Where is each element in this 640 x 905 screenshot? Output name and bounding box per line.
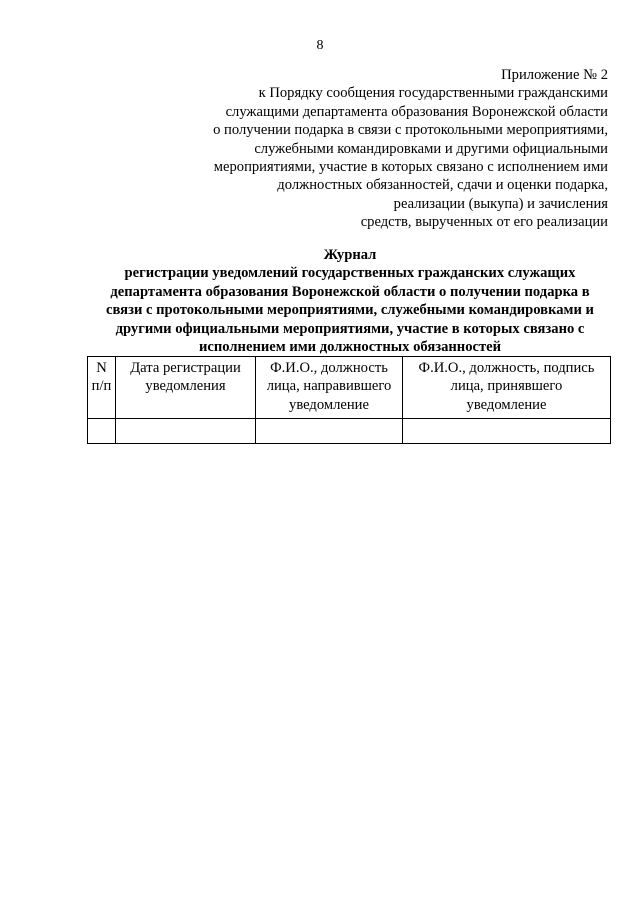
table-cell xyxy=(256,419,403,444)
appendix-line: служащими департамента образования Воронежской области xyxy=(225,103,608,120)
header-registration-date xyxy=(116,357,256,419)
header-line: N xyxy=(96,360,107,376)
header-line: уведомление xyxy=(466,396,547,413)
journal-title: Журнал xyxy=(323,247,377,263)
header-sender xyxy=(256,357,403,419)
journal-subtitle-line: связи с протокольными мероприятиями, служебными командировками и xyxy=(106,302,594,319)
journal-subtitle-line: другими официальными мероприятиями, участие в которых связано с xyxy=(115,320,585,337)
table-cell xyxy=(116,419,256,444)
journal-heading xyxy=(60,246,640,356)
journal-subtitle-line: регистрации уведомлений государственных гражданских служащих xyxy=(124,265,576,282)
page-number: 8 xyxy=(316,38,324,53)
appendix-line: служебными командировками и другими официальными xyxy=(254,140,608,157)
header-line: лица, направившего xyxy=(266,378,392,395)
registration-table xyxy=(87,356,611,444)
header-line: уведомление xyxy=(289,396,369,413)
appendix-line: реализации (выкупа) и зачисления xyxy=(393,195,608,212)
header-line: Ф.И.О., должность, подпись xyxy=(418,360,595,376)
header-line: Дата регистрации xyxy=(130,360,241,376)
appendix-line: мероприятиями, участие в которых связано с исполнением ими xyxy=(213,159,608,176)
table-cell xyxy=(403,419,611,444)
header-line: Ф.И.О., должность xyxy=(270,360,388,376)
table-header-row xyxy=(88,357,611,419)
journal-subtitle-line: исполнением ими должностных обязанностей xyxy=(198,339,502,356)
appendix-line: о получении подарка в связи с протокольными мероприятиями, xyxy=(213,122,608,139)
header-line: лица, принявшего xyxy=(450,378,563,395)
appendix-line: Приложение № 2 xyxy=(501,67,608,83)
appendix-line: должностных обязанностей, сдачи и оценки подарка, xyxy=(277,177,608,194)
header-number xyxy=(88,357,116,419)
header-receiver xyxy=(403,357,611,419)
appendix-line: средств, вырученных от его реализации xyxy=(360,214,608,231)
table-row xyxy=(88,419,611,444)
appendix-block xyxy=(148,66,608,232)
journal-subtitle-line: департамента образования Воронежской области о получении подарка в xyxy=(110,283,590,300)
header-line: уведомления xyxy=(145,378,226,395)
header-line: п/п xyxy=(91,378,112,395)
appendix-line: к Порядку сообщения государственными гражданскими xyxy=(258,85,608,102)
table-cell xyxy=(88,419,116,444)
